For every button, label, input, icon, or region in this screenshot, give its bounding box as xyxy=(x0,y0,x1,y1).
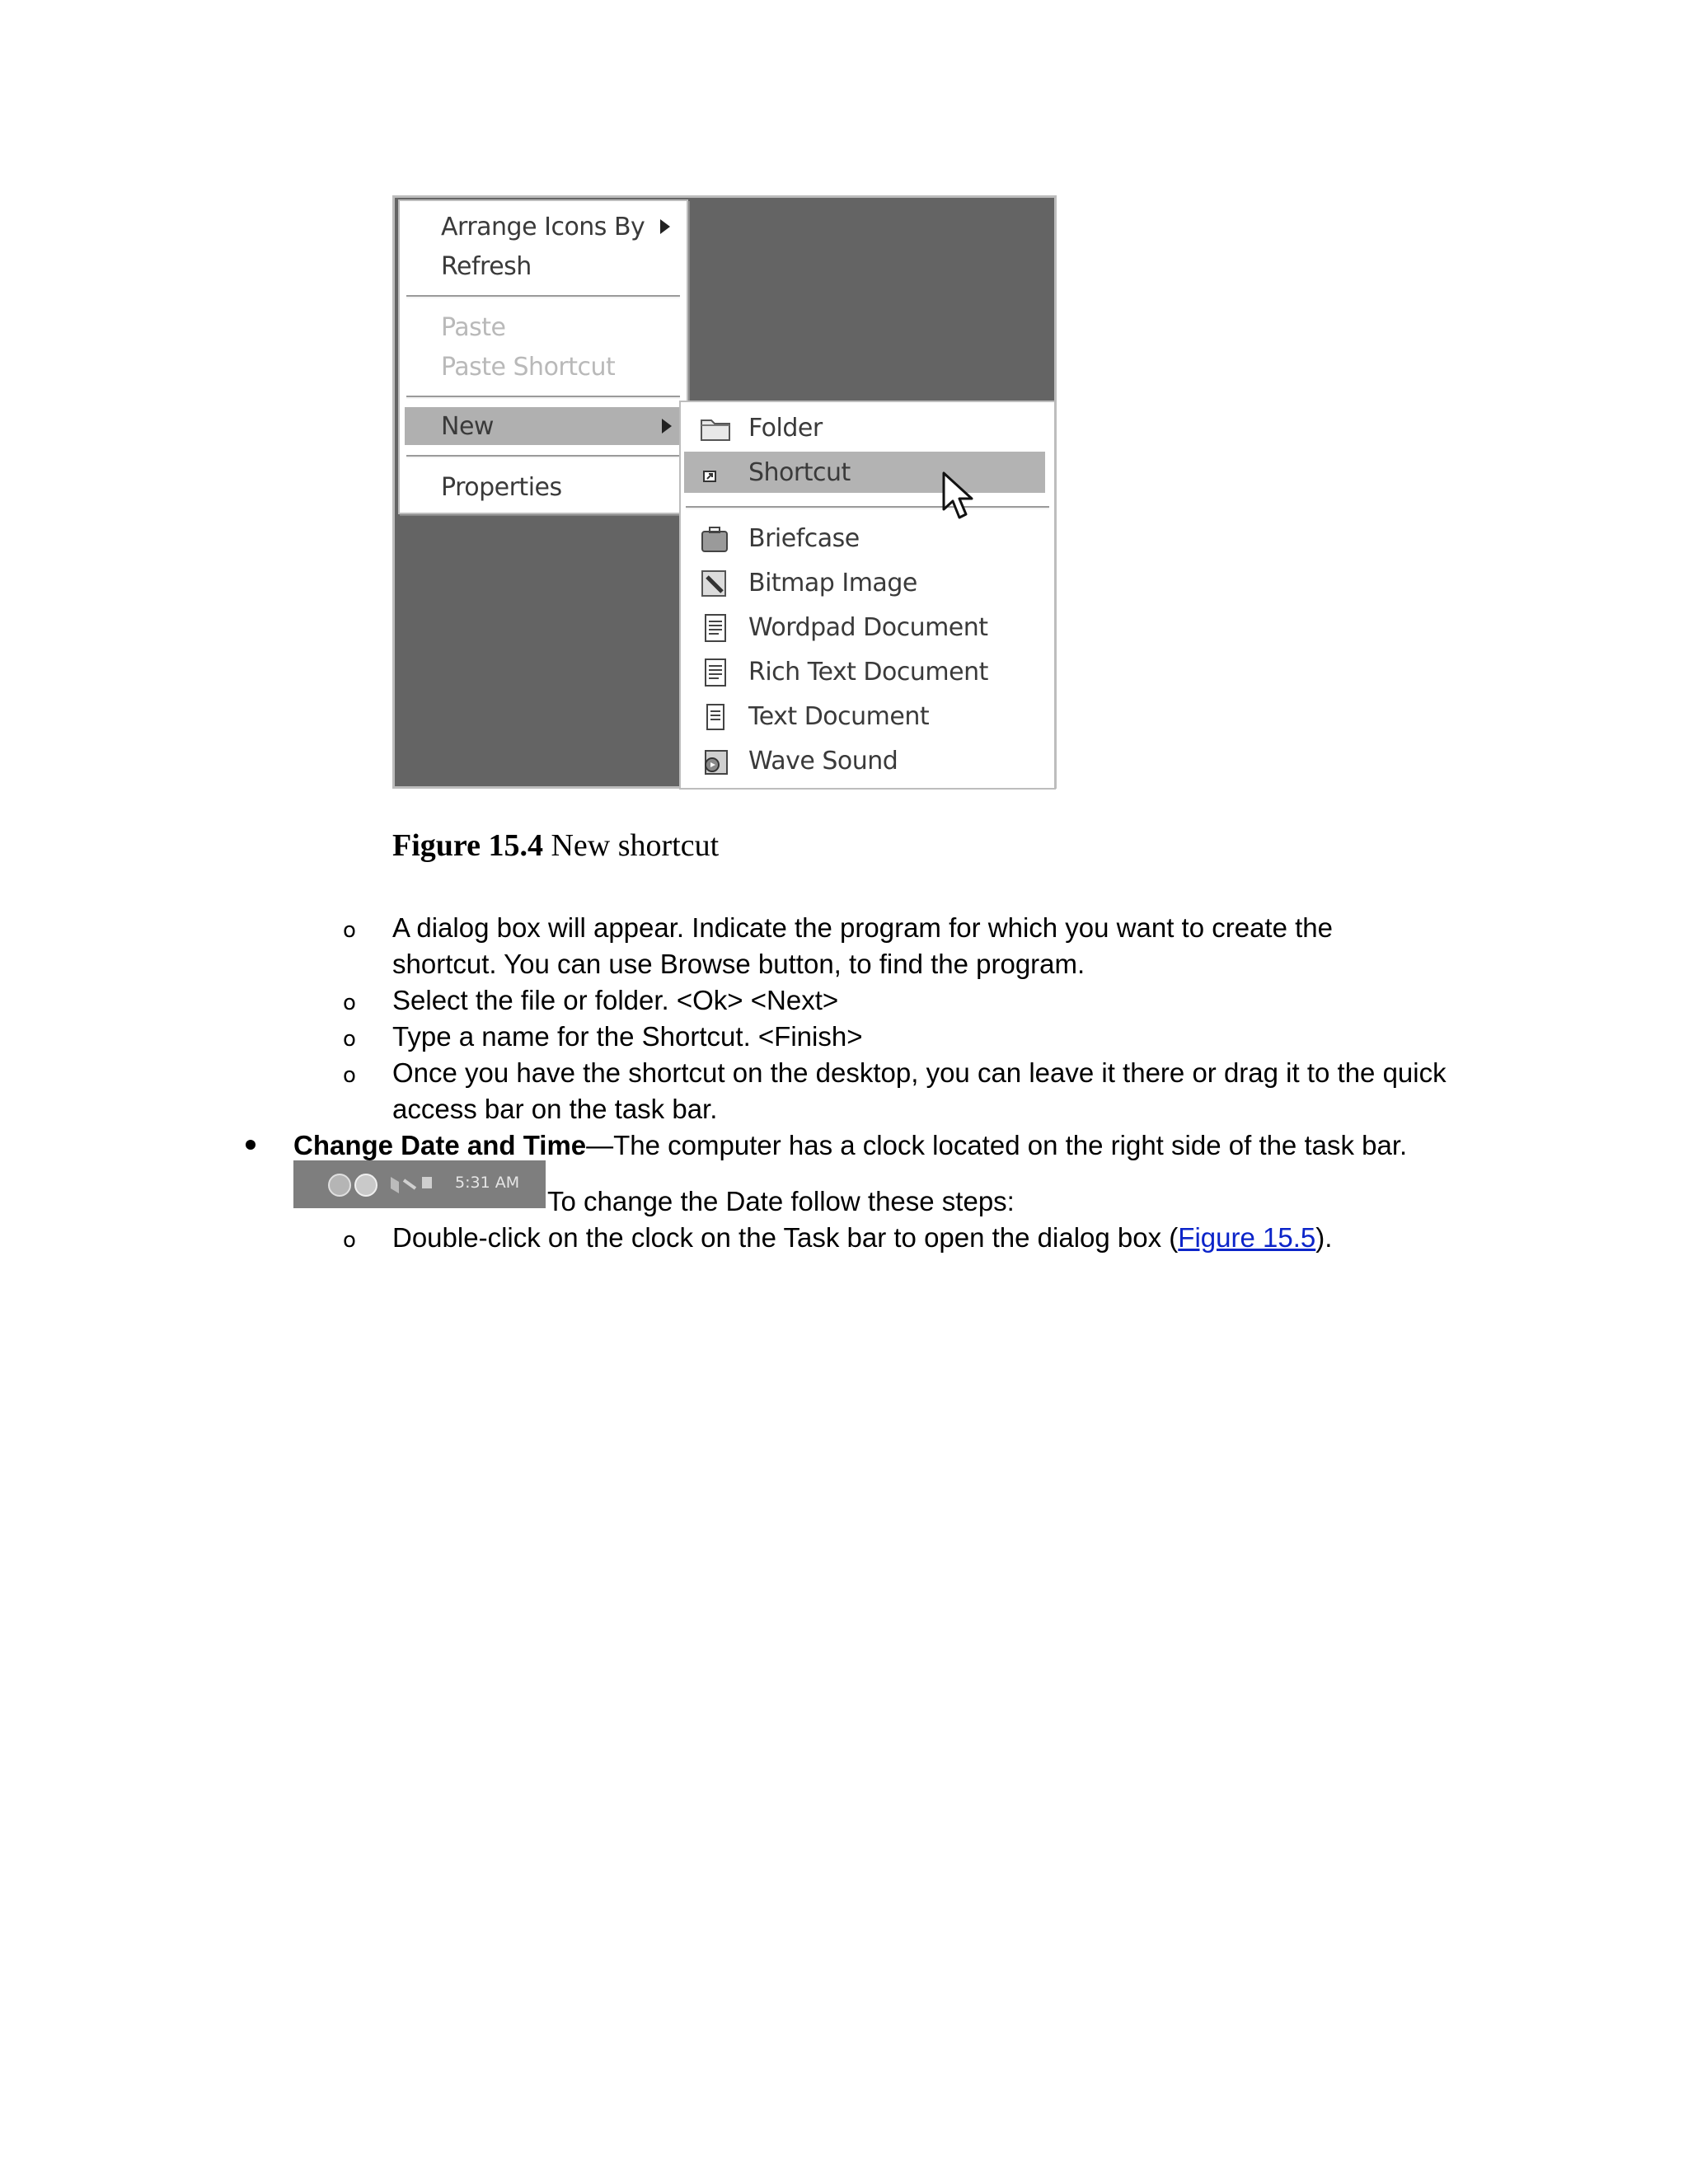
sub-bullet-icon: o xyxy=(343,991,356,1015)
figure-15-5-link[interactable]: Figure 15.5 xyxy=(1178,1222,1316,1253)
rich-text-icon xyxy=(699,658,732,687)
menu-item-paste-shortcut xyxy=(400,348,687,386)
step-text xyxy=(392,1220,1332,1256)
figure-title: New shortcut xyxy=(551,828,720,863)
submenu-item-wordpad-document[interactable] xyxy=(684,607,1047,648)
date-time-heading: Change Date and Time xyxy=(293,1130,587,1160)
submenu-item-label: Bitmap Image xyxy=(748,569,917,598)
submenu-item-label: Wave Sound xyxy=(748,747,898,776)
figure-screenshot xyxy=(392,195,1057,789)
submenu-item-label: Text Document xyxy=(748,702,930,731)
menu-separator xyxy=(406,396,680,399)
step-text: Select the file or folder. <Ok> <Next> xyxy=(392,985,839,1015)
bullet-icon xyxy=(246,1140,256,1150)
figure-caption xyxy=(392,827,719,864)
briefcase-icon xyxy=(699,524,732,554)
taskbar-tray-image xyxy=(293,1160,546,1208)
menu-item-properties[interactable] xyxy=(400,468,687,506)
submenu-item-text-document[interactable] xyxy=(684,696,1047,737)
menu-item-label: Refresh xyxy=(441,252,532,281)
menu-item-label: Paste Shortcut xyxy=(441,353,616,382)
folder-icon xyxy=(699,414,732,443)
mouse-pointer-icon xyxy=(942,471,980,523)
tray-clock[interactable]: 5:31 AM xyxy=(455,1174,520,1192)
submenu-arrow-icon xyxy=(662,419,672,434)
date-time-text: —The computer has a clock located on the right side of the task bar. xyxy=(586,1130,1408,1160)
follow-steps-text: To change the Date follow these steps: xyxy=(547,1186,1015,1216)
menu-separator xyxy=(406,295,680,298)
submenu-item-briefcase[interactable] xyxy=(684,518,1047,559)
menu-separator xyxy=(406,455,680,458)
submenu-item-label: Folder xyxy=(748,414,823,443)
submenu-item-folder[interactable] xyxy=(684,407,1047,448)
submenu-item-bitmap-image[interactable] xyxy=(684,562,1047,603)
submenu-item-label: Briefcase xyxy=(748,524,860,553)
step-text: Once you have the shortcut on the desktop, you can leave it there or drag it to the quick xyxy=(392,1057,1447,1088)
wave-sound-icon xyxy=(699,747,732,776)
submenu-separator xyxy=(686,506,1049,509)
text-document-icon xyxy=(699,702,732,732)
sub-bullet-icon: o xyxy=(343,1027,356,1052)
menu-item-label: Paste xyxy=(441,313,506,342)
submenu-item-label: Wordpad Document xyxy=(748,613,988,642)
sub-bullet-icon: o xyxy=(343,1228,356,1253)
menu-item-refresh[interactable] xyxy=(400,247,687,285)
menu-item-label: Arrange Icons By xyxy=(441,213,645,241)
date-time-paragraph xyxy=(293,1127,1407,1164)
new-submenu xyxy=(679,401,1056,790)
submenu-item-shortcut[interactable] xyxy=(684,452,1045,493)
wordpad-icon xyxy=(699,613,732,643)
submenu-item-label: Shortcut xyxy=(748,458,851,487)
step-text: shortcut. You can use Browse button, to find the program. xyxy=(392,949,1085,979)
submenu-item-wave-sound[interactable] xyxy=(684,740,1047,781)
step-text: Type a name for the Shortcut. <Finish> xyxy=(392,1021,863,1052)
submenu-item-rich-text-document[interactable] xyxy=(684,651,1047,692)
step-text: A dialog box will appear. Indicate the program for which you want to create the xyxy=(392,912,1333,943)
menu-item-label: Properties xyxy=(441,473,562,502)
desktop-context-menu xyxy=(398,199,688,514)
bitmap-icon xyxy=(699,569,732,598)
menu-item-paste xyxy=(400,308,687,346)
figure-number: Figure 15.4 xyxy=(392,828,543,863)
step-prefix: Double-click on the clock on the Task bar to open the dialog box ( xyxy=(392,1222,1179,1253)
shortcut-icon xyxy=(699,458,732,488)
submenu-item-label: Rich Text Document xyxy=(748,658,988,687)
submenu-arrow-icon xyxy=(660,219,670,234)
menu-item-arrange-icons-by[interactable] xyxy=(400,208,687,246)
tray-icons xyxy=(326,1170,450,1200)
step-text: access bar on the task bar. xyxy=(392,1094,718,1124)
sub-bullet-icon: o xyxy=(343,918,356,943)
menu-item-label: New xyxy=(441,412,494,441)
step-suffix: ). xyxy=(1315,1222,1333,1253)
sub-bullet-icon: o xyxy=(343,1063,356,1088)
menu-item-new[interactable] xyxy=(405,407,683,445)
